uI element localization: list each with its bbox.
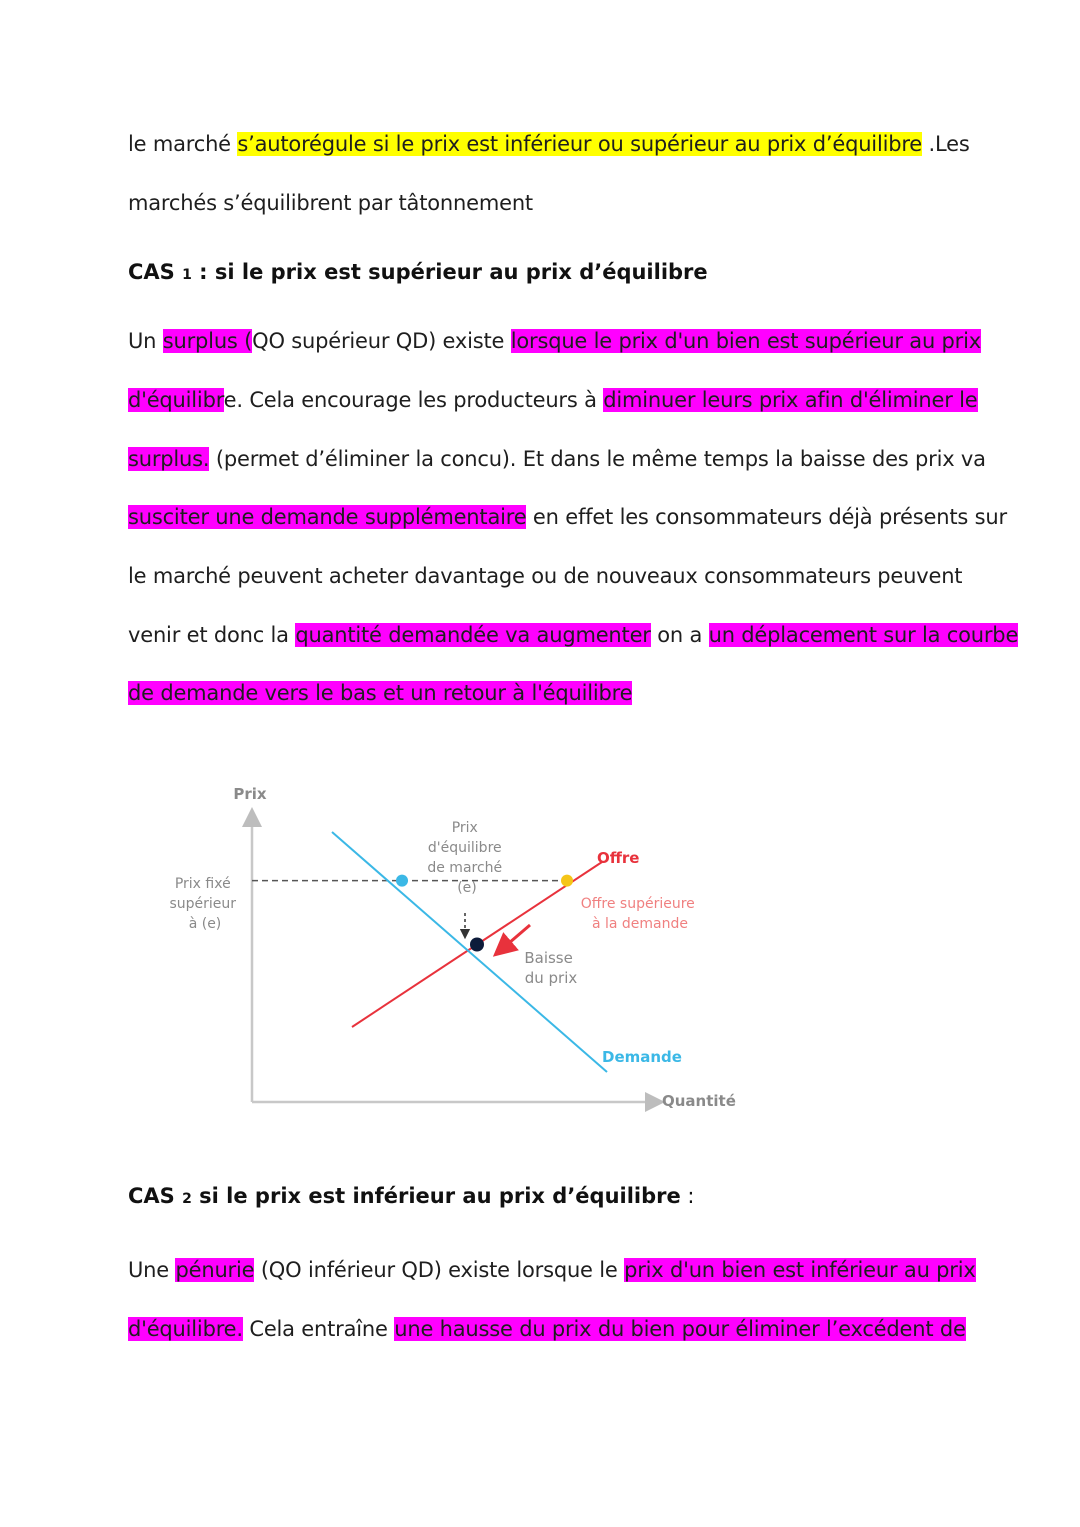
point-equilibrium [470, 938, 484, 952]
x-axis-label: Quantité [662, 1092, 736, 1110]
label-prix-fixe: Prix fixé supérieur à (e) [169, 876, 237, 932]
case1-line6: venir et donc la quantité demandée va augmenter on a un déplacement sur la courbe [128, 623, 1019, 647]
price-drop-arrow [502, 925, 530, 949]
paragraph1-line1: le marché s’autorégule si le prix est inférieur ou supérieur au prix d’équilibre .Les [128, 132, 970, 156]
case1-line4: susciter une demande supplémentaire en effet les consommateurs déjà présents sur [128, 505, 1007, 529]
y-axis-label: Prix [233, 785, 267, 803]
label-demande: Demande [602, 1048, 682, 1066]
case1-line3: surplus. (permet d’éliminer la concu). Et dans le même temps la baisse des prix va [128, 447, 986, 471]
case2-heading: CAS 2 si le prix est inférieur au prix d’équilibre : [128, 1184, 695, 1208]
point-supply-at-fixed-price [561, 875, 573, 887]
case2-line1: Une pénurie (QO inférieur QD) existe lorsque le prix d'un bien est inférieur au prix [128, 1258, 976, 1282]
paragraph1-line2: marchés s’équilibrent par tâtonnement [128, 191, 533, 215]
label-baisse-prix: Baisse du prix [524, 949, 578, 987]
supply-demand-chart [150, 775, 770, 1125]
point-demand-at-fixed-price [396, 875, 408, 887]
case1-line1: Un surplus (QO supérieur QD) existe lorsque le prix d'un bien est supérieur au prix [128, 329, 981, 353]
case1-heading: CAS 1 : si le prix est supérieur au prix d’équilibre [128, 260, 708, 284]
case2-line2: d'équilibre. Cela entraîne une hausse du prix du bien pour éliminer l’excédent de [128, 1317, 966, 1341]
case1-line5: le marché peuvent acheter davantage ou de nouveaux consommateurs peuvent [128, 564, 963, 588]
case1-line2: d'équilibre. Cela encourage les producteurs à diminuer leurs prix afin d'éliminer le [128, 388, 978, 412]
label-offre-superieure: Offre supérieure à la demande [580, 896, 695, 932]
label-offre: Offre [597, 849, 640, 867]
label-prix-equilibre: Prix d'équilibre de marché (e) [427, 820, 503, 896]
case1-line7: de demande vers le bas et un retour à l'équilibre [128, 681, 633, 705]
